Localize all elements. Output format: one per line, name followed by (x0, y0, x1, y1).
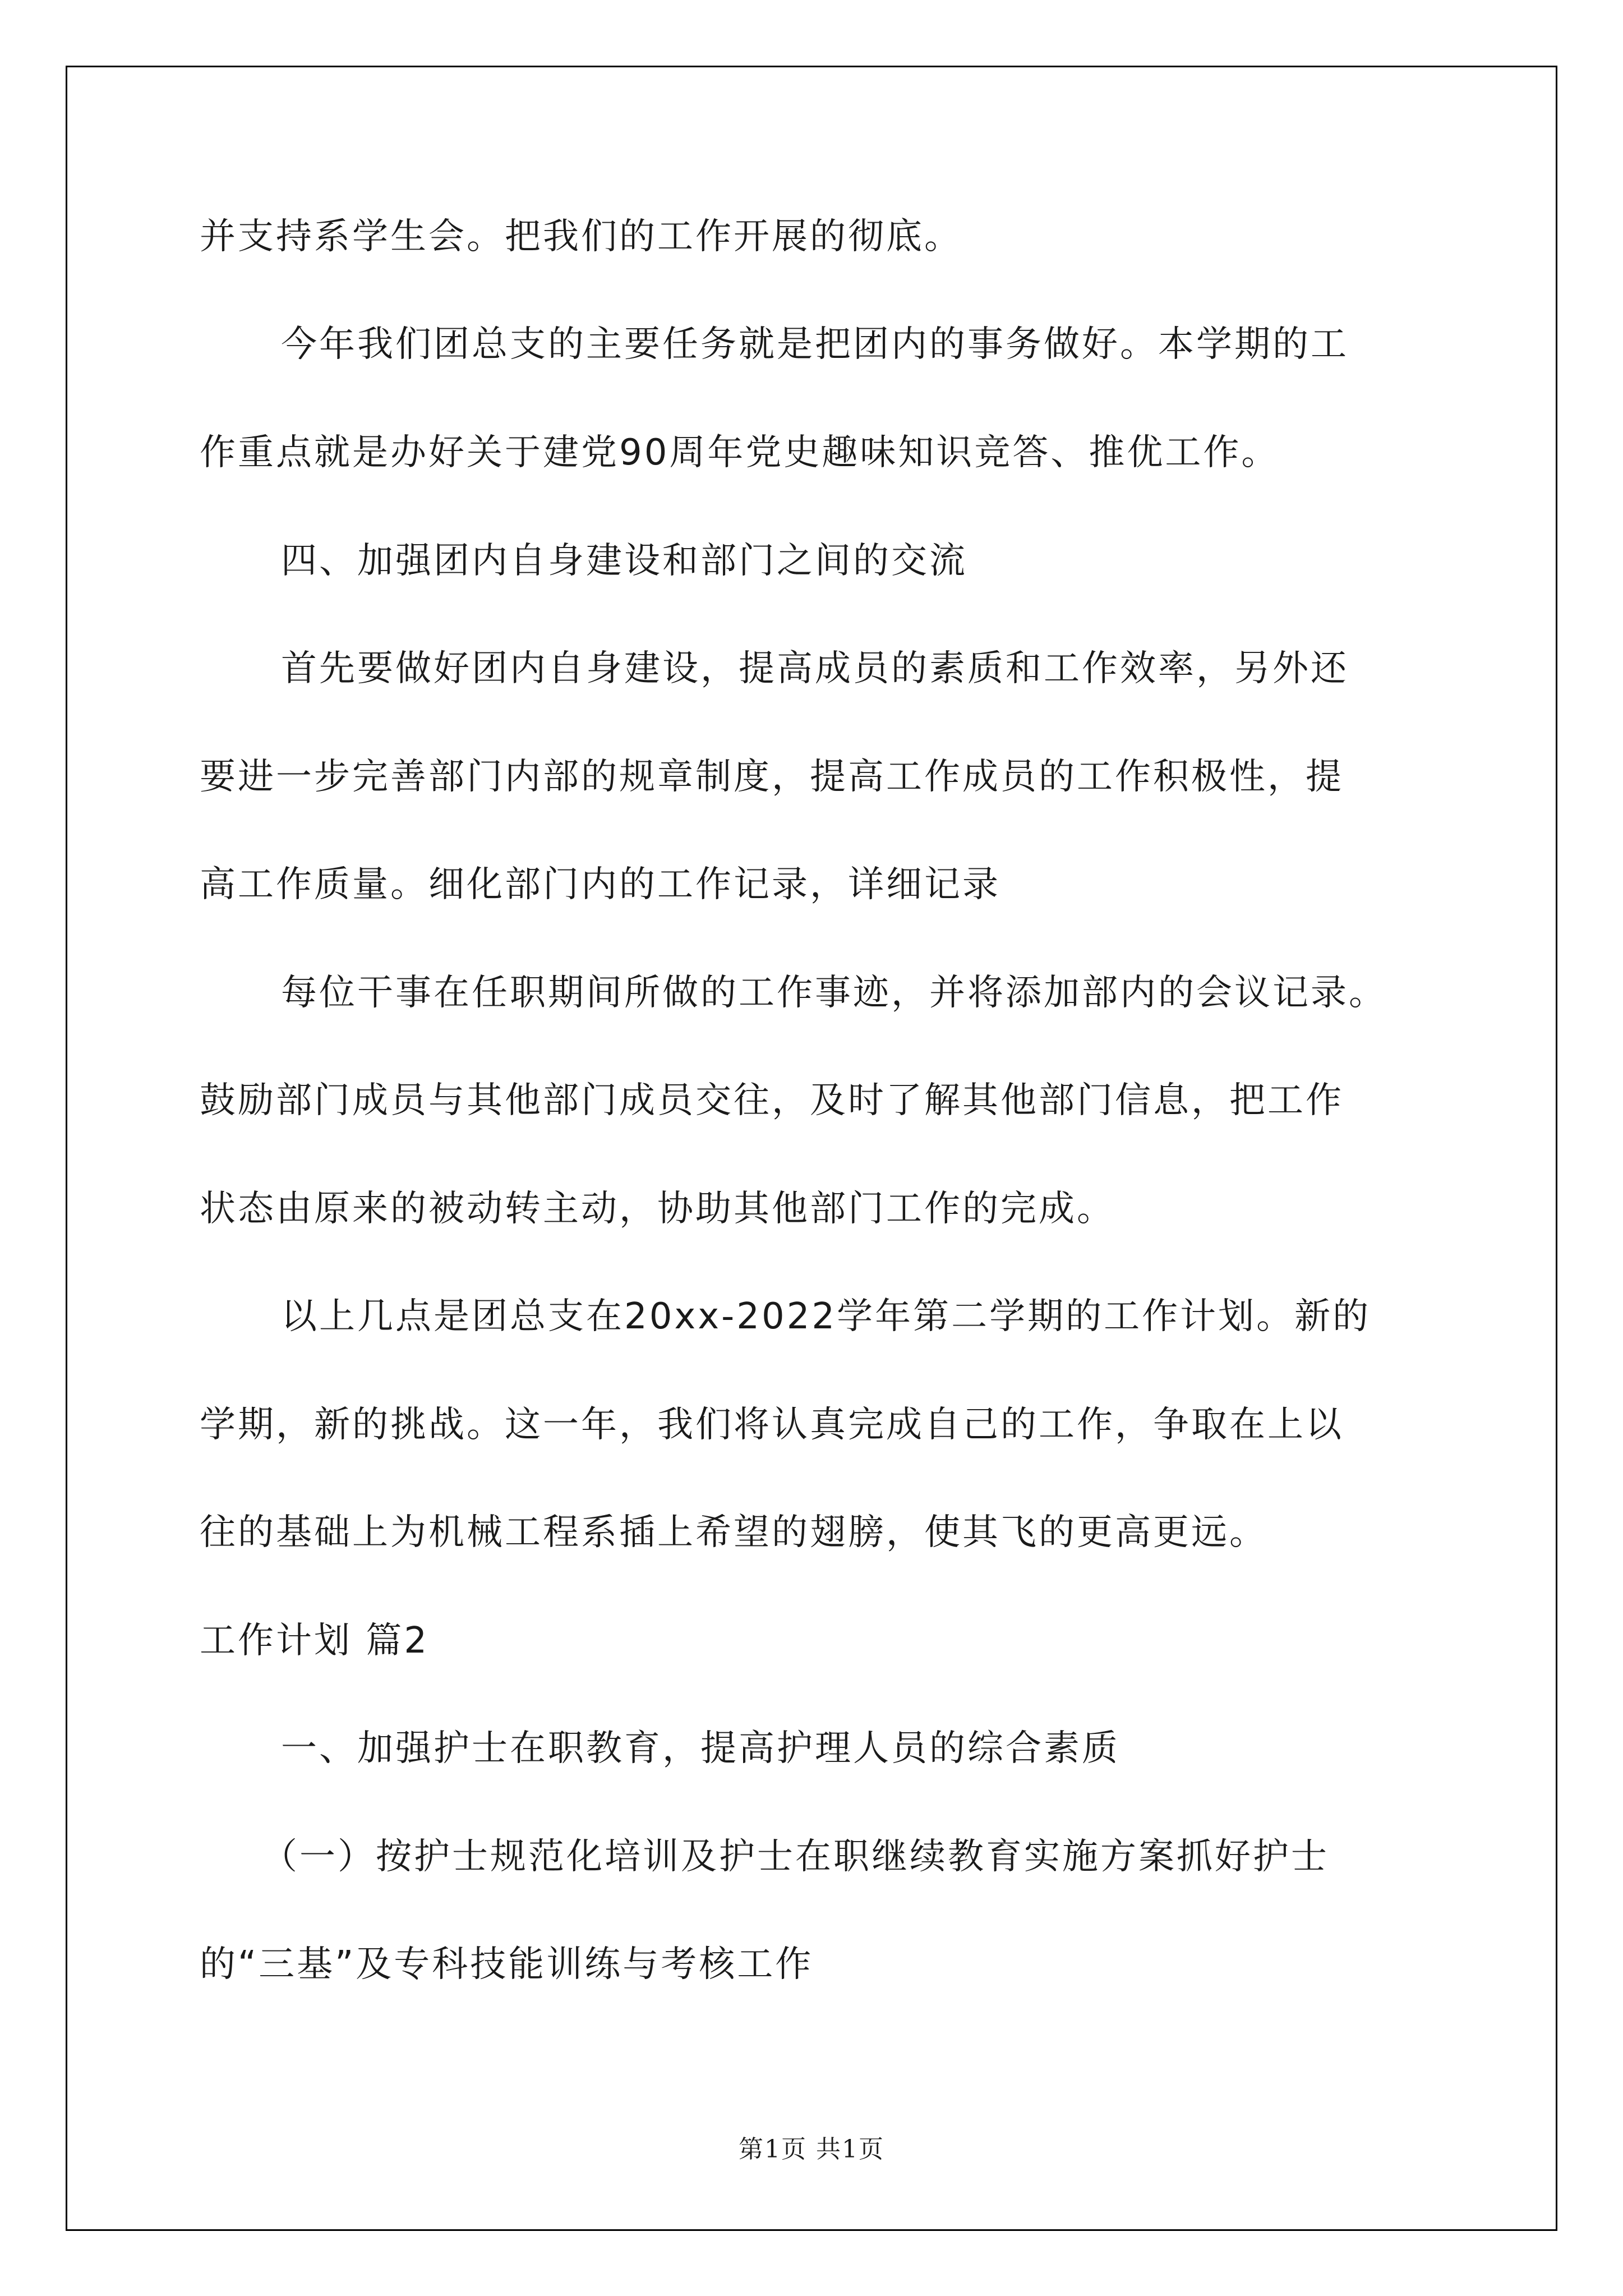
text-line: 以上几点是团总支在20xx-2022学年第二学期的工作计划。新的 (281, 1296, 1371, 1337)
section-heading: 四、加强团内自身建设和部门之间的交流 (281, 540, 967, 582)
text-line: 并支持系学生会。把我们的工作开展的彻底。 (200, 216, 962, 257)
text-line: 状态由原来的被动转主动，协助其他部门工作的完成。 (200, 1188, 1115, 1230)
page-border (66, 66, 1557, 2231)
text-line: 今年我们团总支的主要任务就是把团内的事务做好。本学期的工 (281, 324, 1349, 365)
text-line: 每位干事在任职期间所做的工作事迹，并将添加部内的会议记录。 (281, 972, 1387, 1014)
text-line: 往的基础上为机械工程系插上希望的翅膀，使其飞的更高更远。 (200, 1512, 1267, 1553)
page-number: 第1页 共1页 (739, 2135, 884, 2164)
text-line: 鼓励部门成员与其他部门成员交往，及时了解其他部门信息，把工作 (200, 1080, 1344, 1121)
section-heading: 一、加强护士在职教育，提高护理人员的综合素质 (281, 1728, 1120, 1769)
text-line: 要进一步完善部门内部的规章制度，提高工作成员的工作积极性，提 (200, 756, 1344, 798)
text-line: 作重点就是办好关于建党90周年党史趣味知识竞答、推优工作。 (200, 432, 1280, 473)
section-title: 工作计划 篇2 (200, 1620, 430, 1662)
text-line: （一）按护士规范化培训及护士在职继续教育实施方案抓好护士 (261, 1836, 1329, 1878)
text-line: 的“三基”及专科技能训练与考核工作 (200, 1944, 814, 1985)
text-line: 高工作质量。细化部门内的工作记录，详细记录 (200, 864, 1000, 905)
text-line: 学期，新的挑战。这一年，我们将认真完成自己的工作，争取在上以 (200, 1404, 1344, 1446)
text-line: 首先要做好团内自身建设，提高成员的素质和工作效率，另外还 (281, 648, 1349, 689)
